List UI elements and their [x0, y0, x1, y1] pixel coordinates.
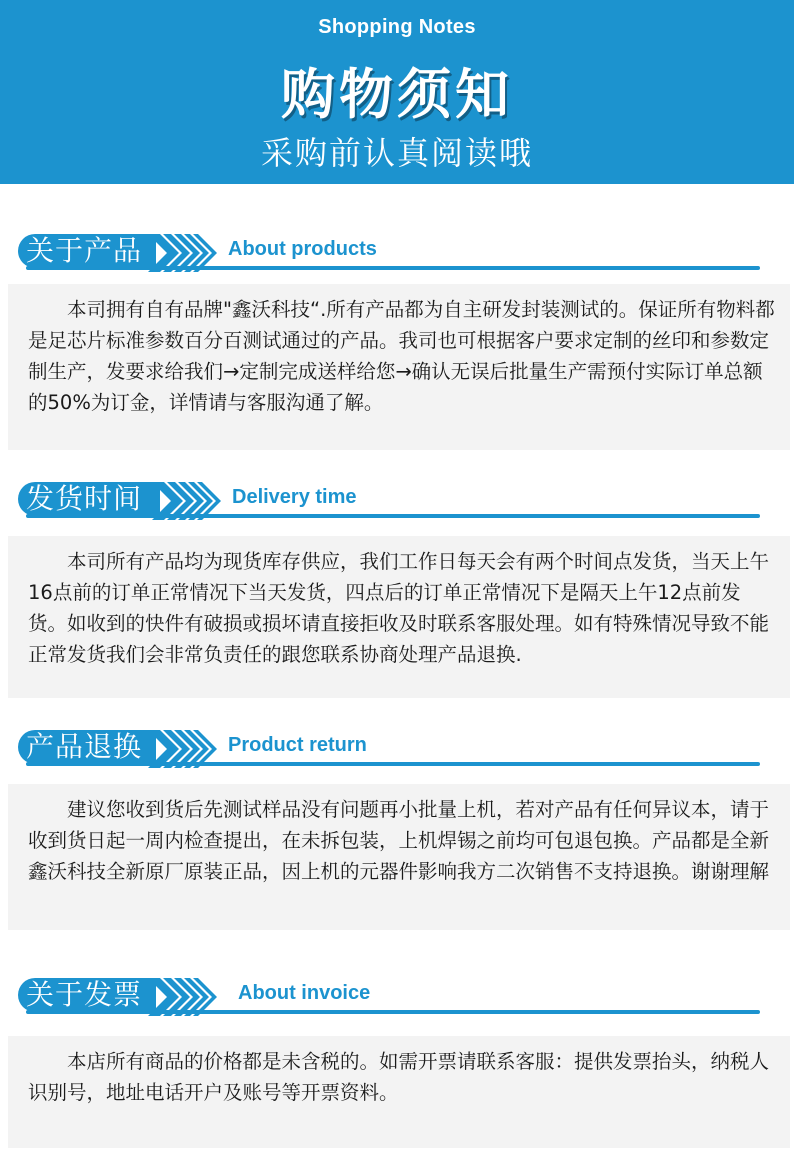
banner-subtitle: 采购前认真阅读哦: [260, 134, 533, 172]
section-title-cn: 关于发票: [18, 978, 156, 1012]
section-body-text: 建议您收到货后先测试样品没有问题再小批量上机，若对产品有任何异议本，请于收到货日起一周内检查提出，在未拆包装，上机焊锡之前均可包退包换。产品都是全新鑫沃科技全新原厂原装正品，因上机的元器件影响我方二次销售不支持退换。谢谢理解: [28, 798, 770, 883]
section-title-en: About products: [228, 238, 377, 260]
banner-title: 购物须知: [281, 63, 513, 126]
section-body-panel: [8, 784, 790, 930]
section-header: [0, 976, 794, 1022]
stripes-decoration-icon: [152, 482, 228, 520]
section-header: [0, 232, 794, 278]
section-title-cn: 产品退换: [18, 730, 156, 764]
stripes-decoration-icon: [148, 234, 224, 272]
stripes-decoration-icon: [148, 978, 224, 1016]
header-banner: [0, 0, 794, 184]
section-header: [0, 480, 794, 526]
stripes-decoration-icon: [148, 730, 224, 768]
section-title-en: Delivery time: [232, 486, 357, 508]
section-title-cn: 关于产品: [18, 234, 156, 268]
section-title-cn: 发货时间: [18, 482, 160, 516]
section-title-en: Product return: [228, 734, 367, 756]
section-body-text: 本司所有产品均为现货库存供应，我们工作日每天会有两个时间点发货，当天上午16点前的订单正常情况下当天发货，四点后的订单正常情况下是隔天上午12点前发货。如收到的快件有破损或损坏请直接拒收及时联系客服处理。如有特殊情况导致不能正常发货我们会非常负责任的跟您联系协商处理产品退换.: [28, 550, 770, 666]
banner-english-title: Shopping Notes: [318, 16, 476, 38]
section-header: [0, 728, 794, 774]
section-body-text: 本店所有商品的价格都是未含税的。如需开票请联系客服：提供发票抬头，纳税人识别号，地址电话开户及账号等开票资料。: [28, 1050, 770, 1104]
section-title-en: About invoice: [238, 982, 371, 1004]
section-body-text: 本司拥有自有品牌"鑫沃科技“.所有产品都为自主研发封装测试的。保证所有物料都是足芯片标准参数百分百测试通过的产品。我司也可根据客户要求定制的丝印和参数定制生产，发要求给我们→定制完成送样给您→确认无误后批量生产需预付实际订单总额的50%为订金，详情请与客服沟通了解。: [28, 298, 775, 414]
section-body-panel: [8, 284, 790, 450]
section-body-panel: [8, 1036, 790, 1148]
section-body-panel: [8, 536, 790, 698]
